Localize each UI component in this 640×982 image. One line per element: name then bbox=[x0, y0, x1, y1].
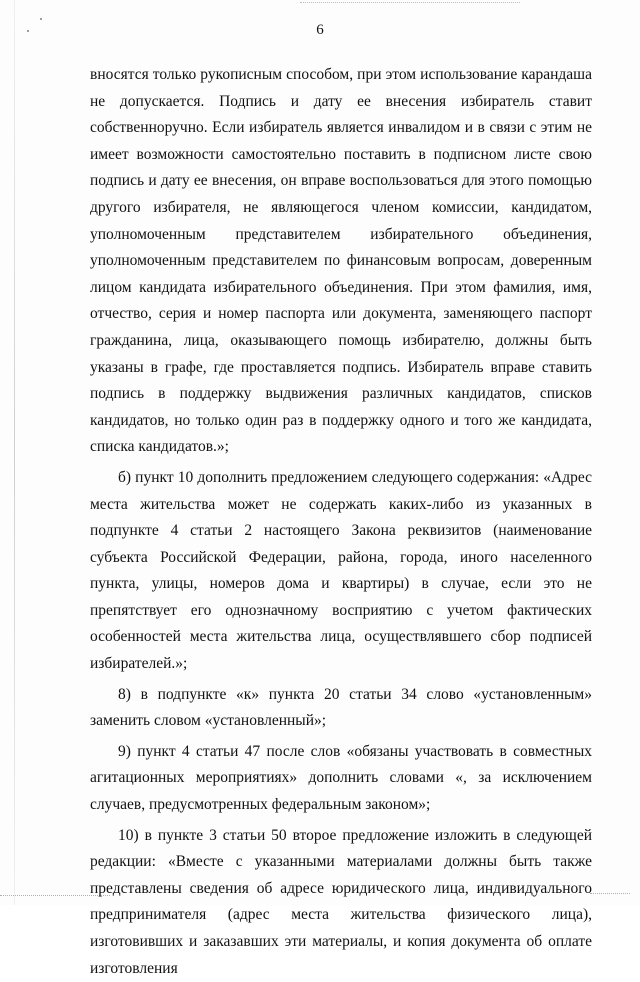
page-number: 6 bbox=[316, 22, 324, 38]
scan-top-artifact bbox=[300, 2, 520, 4]
paragraph-item-8: 8) в подпункте «к» пункта 20 статьи 34 слово «установленным» заменить словом «установленный»; bbox=[90, 685, 592, 730]
document-body bbox=[90, 62, 592, 982]
scan-edge-artifact bbox=[14, 0, 15, 905]
paragraph-item-9: 9) пункт 4 статьи 47 после слов «обязаны участвовать в совместных агитационных мероприятиях» дополнить словами «, за исключением случаев, предусмотренных федеральным законом»; bbox=[90, 742, 592, 814]
paragraph-item-b: б) пункт 10 дополнить предложением следующего содержания: «Адрес места жительства может не содержать каких-либо из указанных в подпункте 4 статьи 2 настоящего Закона реквизитов (наименование субъекта Российской Федерации, района, города, иного населенного пункта, улицы, номеров дома и квартиры) в случае, если это не препятствует его однозначному восприятию с учетом фактических особенностей места жительства лица, осуществлявшего сбор подписей избирателей.»; bbox=[90, 468, 592, 673]
scan-bottom-artifact bbox=[590, 893, 630, 895]
paragraph-item-10: 10) в пункте 3 статьи 50 второе предложение изложить в следующей редакции: «Вместе с указанными материалами должны быть также представлены сведения об адресе юридического лица, индивидуального предпринимателя (адрес места жительства физического лица), изготовивших и заказавших эти материалы, и копия документа об оплате изготовления bbox=[90, 826, 592, 977]
paragraph-continuation: вносятся только рукописным способом, при этом использование карандаша не допускается. Подпись и дату ее внесения избиратель ставит собственноручно. Если избиратель является инвалидом и в связи с этим не имеет возможности самостоятельно поставить в подписном листе свою подпись и дату ее внесения, он вправе воспользоваться для этого помощью другого избирателя, не являющегося членом комиссии, кандидатом, уполномоченным представителем избирательного объединения, уполномоченным представителем по финансовым вопросам, доверенным лицом кандидата избирательного объединения. При этом фамилия, имя, отчество, серия и номер паспорта или документа, заменяющего паспорт гражданина, лица, оказывающего помощь избирателю, должны быть указаны в графе, где проставляется подпись. Избиратель вправе ставить подпись в поддержку выдвижения различных кандидатов, списков кандидатов, но только один раз в поддержку одного и того же кандидата, списка кандидатов.»; bbox=[90, 66, 592, 456]
scan-speck bbox=[40, 18, 42, 20]
